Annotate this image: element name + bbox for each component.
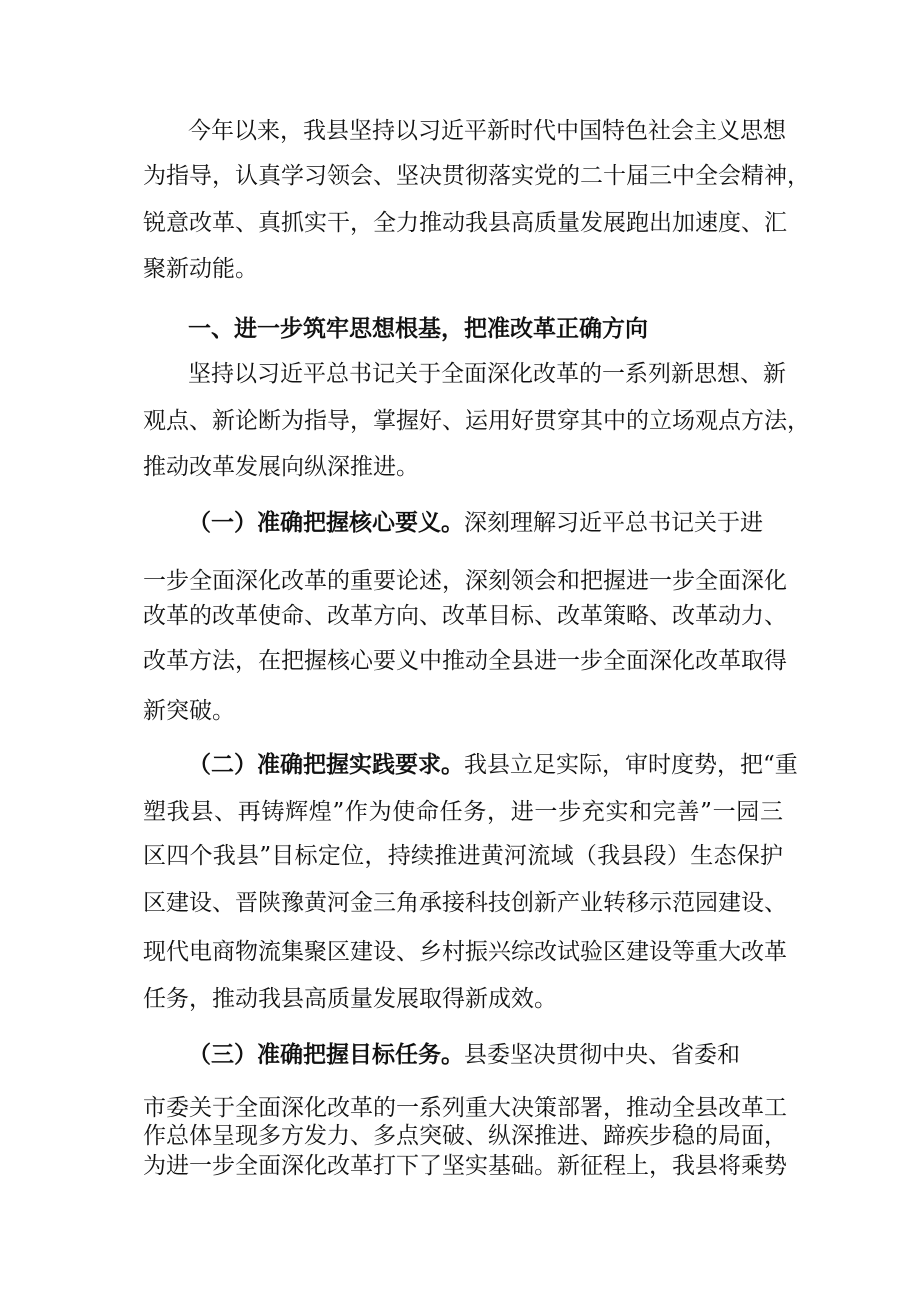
subsection-1-line-3: 改革方法，在把握核心要义中推动全县进一步全面深化改革取得 bbox=[143, 648, 787, 674]
intro-line-1: 今年以来，我县坚持以习近平新时代中国特色社会主义思想 bbox=[188, 118, 786, 144]
subsection-2-first-line bbox=[0, 750, 920, 780]
section-1-line-1: 坚持以习近平总书记关于全面深化改革的一系列新思想、新 bbox=[188, 361, 786, 387]
intro-line-4: 聚新动能。 bbox=[143, 256, 258, 282]
subsection-2-line-2: 区四个我县”目标定位，持续推进黄河流域（我县段）生态保护 bbox=[143, 843, 783, 869]
subsection-2-first-rest: 我县立足实际，审时度势，把“重 bbox=[464, 752, 798, 778]
intro-line-3: 锐意改革、真抓实干，全力推动我县高质量发展跑出加速度、汇 bbox=[143, 210, 787, 236]
subsection-1-first-rest: 深刻理解习近平总书记关于进 bbox=[464, 510, 763, 536]
subsection-3-first-rest: 县委坚决贯彻中央、省委和 bbox=[464, 1042, 740, 1068]
subsection-2-line-5: 任务，推动我县高质量发展取得新成效。 bbox=[143, 986, 557, 1012]
subsection-3-line-3: 为进一步全面深化改革打下了坚实基础。新征程上，我县将乘势 bbox=[143, 1153, 787, 1179]
section-1-heading: 一、进一步筑牢思想根基，把准改革正确方向 bbox=[188, 316, 648, 342]
subsection-2-line-1: 塑我县、再铸辉煌”作为使命任务，进一步充实和完善”一园三 bbox=[143, 799, 783, 825]
subsection-1-title: （一）准确把握核心要义。 bbox=[188, 510, 464, 536]
section-1-line-3: 推动改革发展向纵深推进。 bbox=[143, 454, 419, 480]
subsection-1-line-4: 新突破。 bbox=[143, 698, 235, 724]
subsection-2-title: （二）准确把握实践要求。 bbox=[188, 752, 464, 778]
subsection-3-line-1: 市委关于全面深化改革的一系列重大决策部署，推动全县改革工 bbox=[143, 1095, 787, 1121]
subsection-2-line-3: 区建设、晋陕豫黄河金三角承接科技创新产业转移示范园建设、 bbox=[143, 890, 787, 916]
intro-line-2: 为指导，认真学习领会、坚决贯彻落实党的二十届三中全会精神， bbox=[143, 163, 810, 189]
section-1-line-2: 观点、新论断为指导，掌握好、运用好贯穿其中的立场观点方法， bbox=[143, 408, 810, 434]
subsection-1-line-1: 一步全面深化改革的重要论述，深刻领会和把握进一步全面深化 bbox=[143, 568, 787, 594]
subsection-2-line-4: 现代电商物流集聚区建设、乡村振兴综改试验区建设等重大改革 bbox=[143, 939, 787, 965]
subsection-3-first-line bbox=[0, 1040, 920, 1070]
subsection-3-title: （三）准确把握目标任务。 bbox=[188, 1042, 464, 1068]
subsection-1-line-2: 改革的改革使命、改革方向、改革目标、改革策略、改革动力、 bbox=[143, 603, 787, 629]
subsection-1-first-line bbox=[0, 508, 920, 538]
subsection-3-line-2: 作总体呈现多方发力、多点突破、纵深推进、蹄疾步稳的局面， bbox=[143, 1123, 787, 1149]
